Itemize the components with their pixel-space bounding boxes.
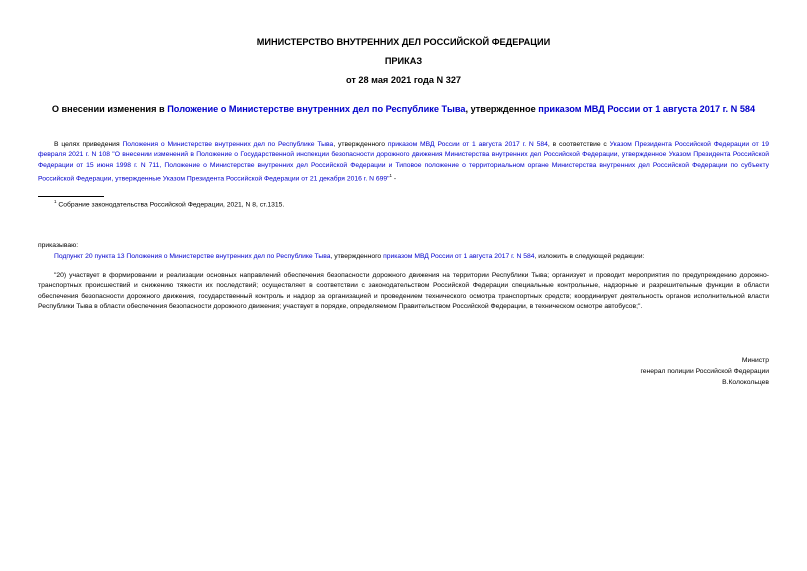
order-text-1: , утвержденного [330,253,384,260]
footnote [54,199,284,208]
footnote-mark: 1 [54,199,57,204]
order-link-order-584[interactable]: приказом МВД России от 1 августа 2017 г. N 584 [383,253,535,260]
signature-rank: генерал полиции Российской Федерации [640,368,769,375]
footnote-text: Собрание законодательства Российской Федерации, 2021, N 8, ст.1315. [56,201,285,209]
order-text-2: , изложить в следующей редакции: [534,253,645,260]
intro-text-3: , в соответствие с [547,141,610,148]
new-wording-paragraph: "20) участвует в формировании и реализации основных направлений обеспечения безопасности дорожного движения на территории Республики Тыва; организует и проводит мероприятия по предупреждению дорожно-транспортных происшествий и снижению тяжести их последствий; осуществляет в соответствии с законодательством Российской Федерации специальные контрольные, надзорные и разрешительные функции в области обеспечения безопасности дорожного движения, государственный контроль и надзор за организацией и проведением технического осмотра транспортных средств; координирует деятельность органов исполнительной власти Республики Тыва в области обеспечения безопасности дорожного движения; участвует в порядке, определяемом Правительством Российской Федерации, в техническом осмотре автобусов;". [38,272,769,310]
footnote-reference: 1 [389,172,393,178]
doc-type-heading: ПРИКАЗ [384,56,423,66]
order-paragraph [38,252,769,262]
title-prefix: О внесении изменения в [51,104,168,114]
intro-link-regulation[interactable]: Положения о Министерстве внутренних дел по Республике Тыва [122,141,334,148]
ministry-heading: МИНИСТЕРСТВО ВНУТРЕННИХ ДЕЛ РОССИЙСКОЙ ФЕДЕРАЦИИ [256,37,551,47]
intro-text-2: , утвержденного [333,141,388,148]
intro-link-order-584[interactable]: приказом МВД России от 1 августа 2017 г. N 584 [387,141,548,148]
intro-paragraph [38,140,769,184]
signature-position: Министр [741,357,769,364]
date-number-heading: от 28 мая 2021 года N 327 [345,75,462,85]
signature-name: В.Колокольцев [722,379,769,386]
intro-text-1: В целях приведения [54,141,123,148]
order-link-subitem-20[interactable]: Подпункт 20 пункта 13 Положения о Министерстве внутренних дел по Республике Тыва [54,253,331,260]
footnote-divider [38,196,104,197]
intro-link-decree-108[interactable]: Указом Президента Российской Федерации от 19 февраля 2021 г. N 108 "О внесении изменений в Положение о Государственной инспекции безопасности дорожного движения Министерства внутренних дел Российской Федерации, утвержденное Указом Президента Российской Федерации от 15 июня 1998 г. N 711, Положение о Министерстве внутренних дел Российской Федерации и Типовое положение о территориальном органе Министерства внутренних дел Российской Федерации по субъекту Российской Федерации, утвержденные Указом Президента Российской Федерации от 21 декабря 2016 г. N 699" [38,141,769,183]
title-link-order-584[interactable]: приказом МВД России от 1 августа 2017 г. N 584 [538,104,756,114]
intro-text-4: - [392,175,397,183]
document-title [0,104,807,114]
title-middle: , утвержденное [465,104,539,114]
order-verb: приказываю: [38,242,79,249]
title-link-regulation[interactable]: Положение о Министерстве внутренних дел по Республике Тыва [167,104,466,114]
